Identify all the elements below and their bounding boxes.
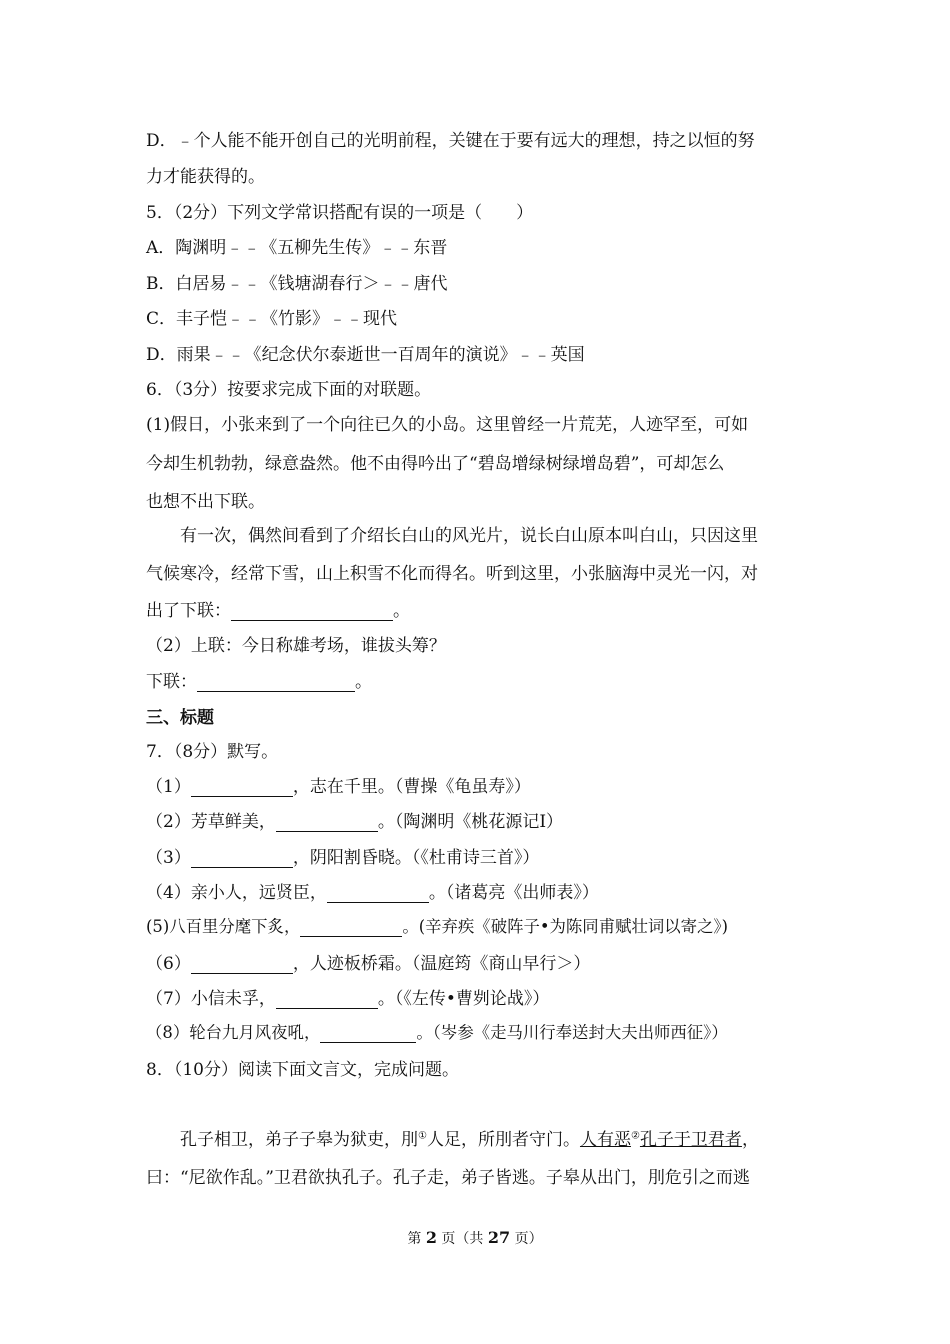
q6-sub1-line3: 也想不出下联。	[146, 492, 265, 512]
footnote-marker: ①	[418, 1130, 427, 1142]
q8-text-line1	[180, 1125, 759, 1150]
q6-sub1-line2: 今却生机勃勃，绿意盎然。他不由得吟出了“碧岛增绿树绿增岛碧”，可却怎么	[146, 454, 725, 474]
underlined-text: 人有恶	[579, 1130, 631, 1150]
q6-sub2-upper: （2）上联：今日称雄考场，谁拔头筹？	[146, 636, 446, 656]
page-footer	[0, 1228, 950, 1248]
answer-blank[interactable]	[327, 884, 429, 903]
q5-stem: 5．（2分）下列文学常识搭配有误的一项是（ ）	[146, 203, 534, 223]
item-text: ，人迹板桥霜。（温庭筠《商山早行＞）	[292, 954, 591, 974]
answer-blank[interactable]	[191, 849, 293, 868]
footer-text: 页（共	[436, 1231, 488, 1247]
q5-option-a: A．陶渊明﹣﹣《五柳先生传》﹣﹣东晋	[146, 238, 448, 258]
answer-blank[interactable]	[191, 778, 293, 797]
item-text: (5)八百里分麾下炙，	[146, 917, 301, 936]
q7-item-2	[146, 807, 563, 832]
answer-blank[interactable]	[197, 673, 355, 692]
q7-item-6	[146, 949, 590, 974]
q6-para2-line1: 有一次，偶然间看到了介绍长白山的风光片，说长白山原本叫白山，只因这里	[180, 526, 758, 546]
answer-suffix: 。	[355, 672, 372, 692]
page-total: 27	[487, 1228, 511, 1247]
item-text: （8）轮台九月风夜吼，	[146, 1023, 321, 1042]
underlined-text: 孔子于卫君者	[639, 1130, 742, 1150]
item-text: ，志在千里。（曹操《龟虽寿》）	[292, 777, 531, 797]
answer-suffix: 。	[393, 601, 410, 621]
q6-sub2-lower	[146, 667, 372, 692]
q7-item-8	[146, 1019, 728, 1043]
item-text: 。（陶渊明《桃花源记Ⅰ）	[377, 812, 564, 832]
q8-text-line2: 曰：“尼欲作乱。”卫君欲执孔子。孔子走，弟子皆逃。子皋从出门，刖危引之而逃	[146, 1168, 750, 1188]
answer-blank[interactable]	[231, 602, 393, 621]
answer-prefix: 下联：	[146, 672, 197, 692]
q6-para2-line3	[146, 596, 410, 621]
answer-blank[interactable]	[191, 955, 293, 974]
item-text: 。(辛弃疾《破阵子•为陈同甫赋壮词以寄之》)	[402, 917, 729, 936]
section-heading: 三、标题	[146, 708, 214, 728]
answer-blank[interactable]	[300, 918, 402, 937]
q6-stem: 6．（3分）按要求完成下面的对联题。	[146, 380, 432, 400]
item-text: ，阴阳割昏晓。（《杜甫诗三首》）	[292, 848, 540, 868]
q5-option-b: B．白居易﹣﹣《钱塘湖春行＞﹣﹣唐代	[146, 274, 448, 294]
q7-item-3	[146, 843, 539, 868]
item-text: 。（《左传•曹刿论战》）	[377, 989, 550, 1009]
q6-para2-line2: 气候寒冷，经常下雪，山上积雪不化而得名。听到这里，小张脑海中灵光一闪，对	[146, 564, 758, 584]
answer-blank[interactable]	[276, 813, 378, 832]
item-text: （2）芳草鲜美，	[146, 812, 276, 832]
q7-item-5	[146, 913, 728, 937]
q7-stem: 7．（8分）默写。	[146, 742, 279, 762]
footnote-marker: ②	[630, 1130, 640, 1142]
footer-text: 页）	[510, 1231, 543, 1247]
page-number: 2	[425, 1228, 437, 1247]
item-text: （1）	[146, 777, 191, 797]
item-text: （3）	[146, 848, 191, 868]
answer-prefix: 出了下联：	[146, 601, 231, 621]
item-text: （7）小信未孚，	[146, 989, 276, 1009]
item-text: （6）	[146, 954, 191, 974]
footer-text: 第	[407, 1231, 426, 1247]
item-text: （4）亲小人，远贤臣，	[146, 883, 327, 903]
q7-item-7	[146, 984, 549, 1009]
item-text: 。（岑参《走马川行奉送封大夫出师西征》）	[416, 1023, 728, 1042]
q7-item-1	[146, 772, 531, 797]
q8-stem: 8．（10分）阅读下面文言文，完成问题。	[146, 1060, 459, 1080]
q4-option-d-line2: 力才能获得的。	[146, 167, 265, 187]
passage-text: ，	[741, 1130, 759, 1150]
q6-sub1-line1: (1)假日，小张来到了一个向往已久的小岛。这里曾经一片荒芜，人迹罕至，可如	[146, 415, 749, 435]
q5-option-c: C．丰子恺﹣﹣《竹影》﹣﹣现代	[146, 309, 398, 329]
item-text: 。（诸葛亮《出师表》）	[428, 883, 599, 903]
passage-text: 孔子相卫，弟子子皋为狱吏，刖	[180, 1130, 418, 1150]
answer-blank[interactable]	[276, 990, 378, 1009]
q5-option-d: D．雨果﹣﹣《纪念伏尔泰逝世一百周年的演说》﹣﹣英国	[146, 345, 585, 365]
q7-item-4	[146, 878, 599, 903]
passage-text: 人足，所刖者守门。	[426, 1130, 580, 1150]
q4-option-d-line1: D．﹣个人能不能开创自己的光明前程，关键在于要有远大的理想，持之以恒的努	[146, 131, 755, 151]
answer-blank[interactable]	[320, 1024, 416, 1043]
